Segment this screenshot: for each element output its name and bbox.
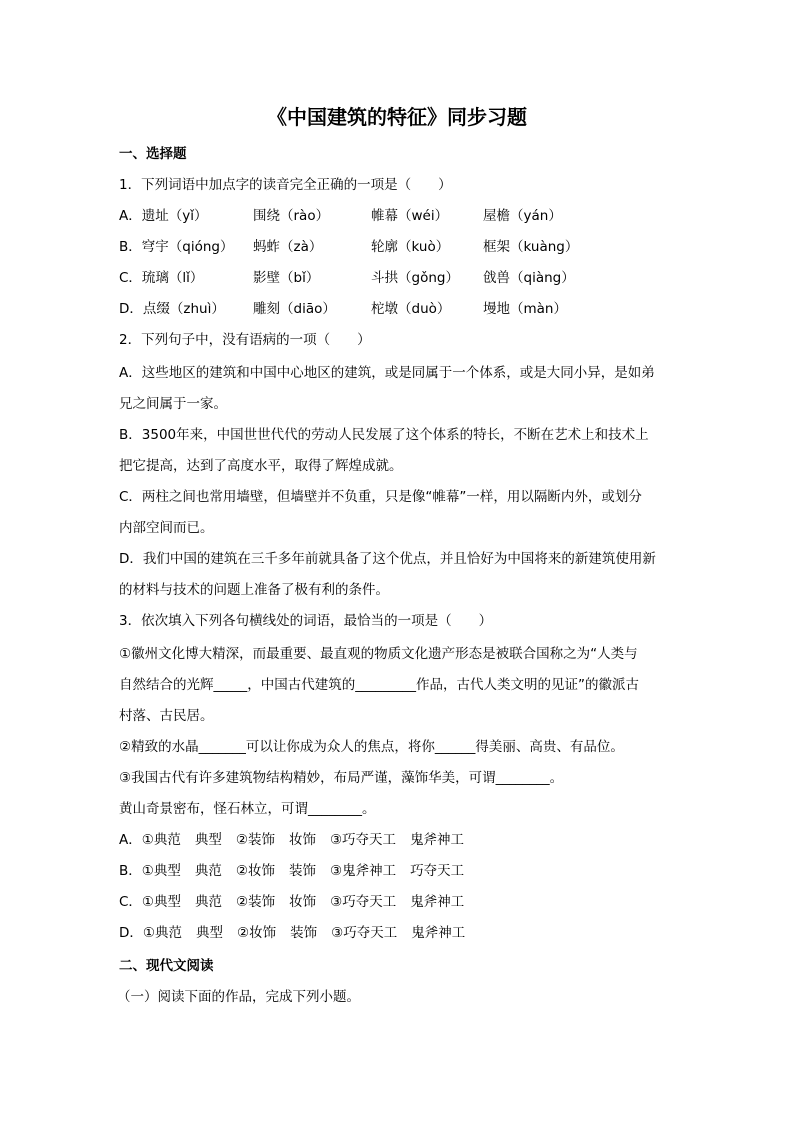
q1-option-c-item-4: 戗兽（qiàng） — [483, 270, 575, 286]
q1-option-a-item-3: 帷幕（wéi） — [371, 208, 449, 224]
page-title: 《中国建筑的特征》同步习题 — [267, 105, 527, 129]
q3-a-seg-3: ②装饰 — [235, 832, 275, 848]
q1-option-d-item-4: 墁地（màn） — [483, 301, 567, 317]
q3-c-seg-2: 典范 — [195, 894, 223, 910]
q1-option-a-item-4: 屋檐（yán） — [483, 208, 562, 224]
q3-b-seg-2: 典范 — [194, 863, 222, 879]
q1-option-b-item-3: 轮廓（kuò） — [371, 239, 450, 255]
q3-sentence-3-line-1: ③我国古代有许多建筑物结构精妙，布局严谨，藻饰华美，可谓________。 — [119, 770, 564, 786]
q2-option-a-line-1: A．这些地区的建筑和中国中心地区的建筑，或是同属于一个体系，或是大同小异，是如弟 — [119, 365, 655, 381]
section-heading-reading: 二、现代文阅读 — [119, 958, 214, 974]
q1-option-c-item-3: 斗拱（gǒng） — [371, 270, 459, 286]
q2-option-d-line-2: 的材料与技术的问题上准备了极有利的条件。 — [119, 582, 389, 598]
reading-subheading: （一）阅读下面的作品，完成下列小题。 — [117, 989, 360, 1005]
question-2-stem: 2．下列句子中，没有语病的一项（ ） — [119, 332, 371, 348]
q3-b-seg-4: 装饰 — [288, 863, 316, 879]
q3-c-seg-1: C．①典型 — [119, 894, 182, 910]
q3-a-seg-6: 鬼斧神工 — [410, 832, 465, 848]
q1-option-d-item-2: 雕刻（diāo） — [253, 301, 336, 317]
q3-a-seg-1: A．①典范 — [119, 832, 181, 848]
q3-a-seg-2: 典型 — [194, 832, 222, 848]
q3-b-seg-1: B．①典型 — [119, 863, 181, 879]
q3-sentence-2: ②精致的水晶_______可以让你成为众人的焦点，将你______得美丽、高贵、有品位。 — [119, 739, 624, 755]
q2-option-c-line-1: C．两柱之间也常用墙壁，但墙壁并不负重，只是像“帷幕”一样，用以隔断内外，或划分 — [119, 489, 642, 505]
question-3-stem: 3．依次填入下列各句横线处的词语，最恰当的一项是（ ） — [119, 613, 493, 629]
q3-option-d — [119, 923, 479, 943]
q3-d-seg-2: 典型 — [196, 925, 223, 941]
q3-d-seg-6: 鬼斧神工 — [411, 925, 466, 941]
q3-sentence-1-line-3: 村落、古民居。 — [119, 708, 214, 724]
q2-option-d-line-1: D．我们中国的建筑在三千多年前就具备了这个优点，并且恰好为中国将来的新建筑使用新 — [119, 551, 656, 567]
q1-option-d-item-1: D．点缀（zhuì） — [119, 301, 225, 317]
q1-option-a-item-2: 围绕（rào） — [253, 208, 330, 224]
q2-option-b-line-2: 把它提高，达到了高度水平，取得了辉煌成就。 — [119, 458, 403, 474]
q3-d-seg-1: D．①典范 — [119, 925, 182, 941]
q3-sentence-1-line-2: 自然结合的光辉_____，中国古代建筑的_________作品，古代人类文明的见证”的徽派古 — [119, 677, 639, 693]
q1-option-b-item-1: B．穹宇（qióng） — [119, 239, 234, 255]
q1-option-d-item-3: 柁墩（duò） — [371, 301, 451, 317]
q3-option-a — [119, 830, 478, 850]
q3-c-seg-5: ③巧夺天工 — [330, 894, 397, 910]
q3-c-seg-4: 妆饰 — [289, 894, 317, 910]
q3-c-seg-6: 鬼斧神工 — [410, 894, 465, 910]
q3-b-seg-3: ②妆饰 — [235, 863, 275, 879]
q3-option-b — [119, 861, 478, 881]
q3-a-seg-4: 妆饰 — [288, 832, 316, 848]
section-heading-choice: 一、选择题 — [119, 146, 187, 162]
q2-option-a-line-2: 兄之间属于一家。 — [119, 396, 227, 412]
q3-d-seg-5: ③巧夺天工 — [331, 925, 398, 941]
q2-option-c-line-2: 内部空间而已。 — [119, 520, 214, 536]
q3-a-seg-5: ③巧夺天工 — [329, 832, 397, 848]
q3-sentence-3-line-2: 黄山奇景密布，怪石林立，可谓________。 — [119, 801, 376, 817]
q1-option-c-item-1: C．琉璃（lǐ） — [119, 270, 204, 286]
q3-d-seg-3: ②妆饰 — [237, 925, 277, 941]
q2-option-b-line-1: B．3500年来，中国世世代代的劳动人民发展了这个体系的特长，不断在艺术上和技术上 — [119, 427, 649, 443]
q1-option-a-item-1: A．遗址（yǐ） — [119, 208, 208, 224]
q3-b-seg-6: 巧夺天工 — [410, 863, 465, 879]
q3-option-c — [119, 892, 478, 912]
q1-option-b-item-2: 蚂蚱（zà） — [253, 239, 323, 255]
q3-d-seg-4: 装饰 — [290, 925, 318, 941]
q3-b-seg-5: ③鬼斧神工 — [329, 863, 397, 879]
question-1-stem: 1．下列词语中加点字的读音完全正确的一项是（ ） — [119, 177, 452, 193]
q1-option-c-item-2: 影壁（bǐ） — [253, 270, 320, 286]
q3-sentence-1-line-1: ①徽州文化博大精深，而最重要、最直观的物质文化遗产形态是被联合国称之为“人类与 — [119, 646, 638, 662]
q3-c-seg-3: ②装饰 — [236, 894, 276, 910]
q1-option-b-item-4: 框架（kuàng） — [483, 239, 579, 255]
